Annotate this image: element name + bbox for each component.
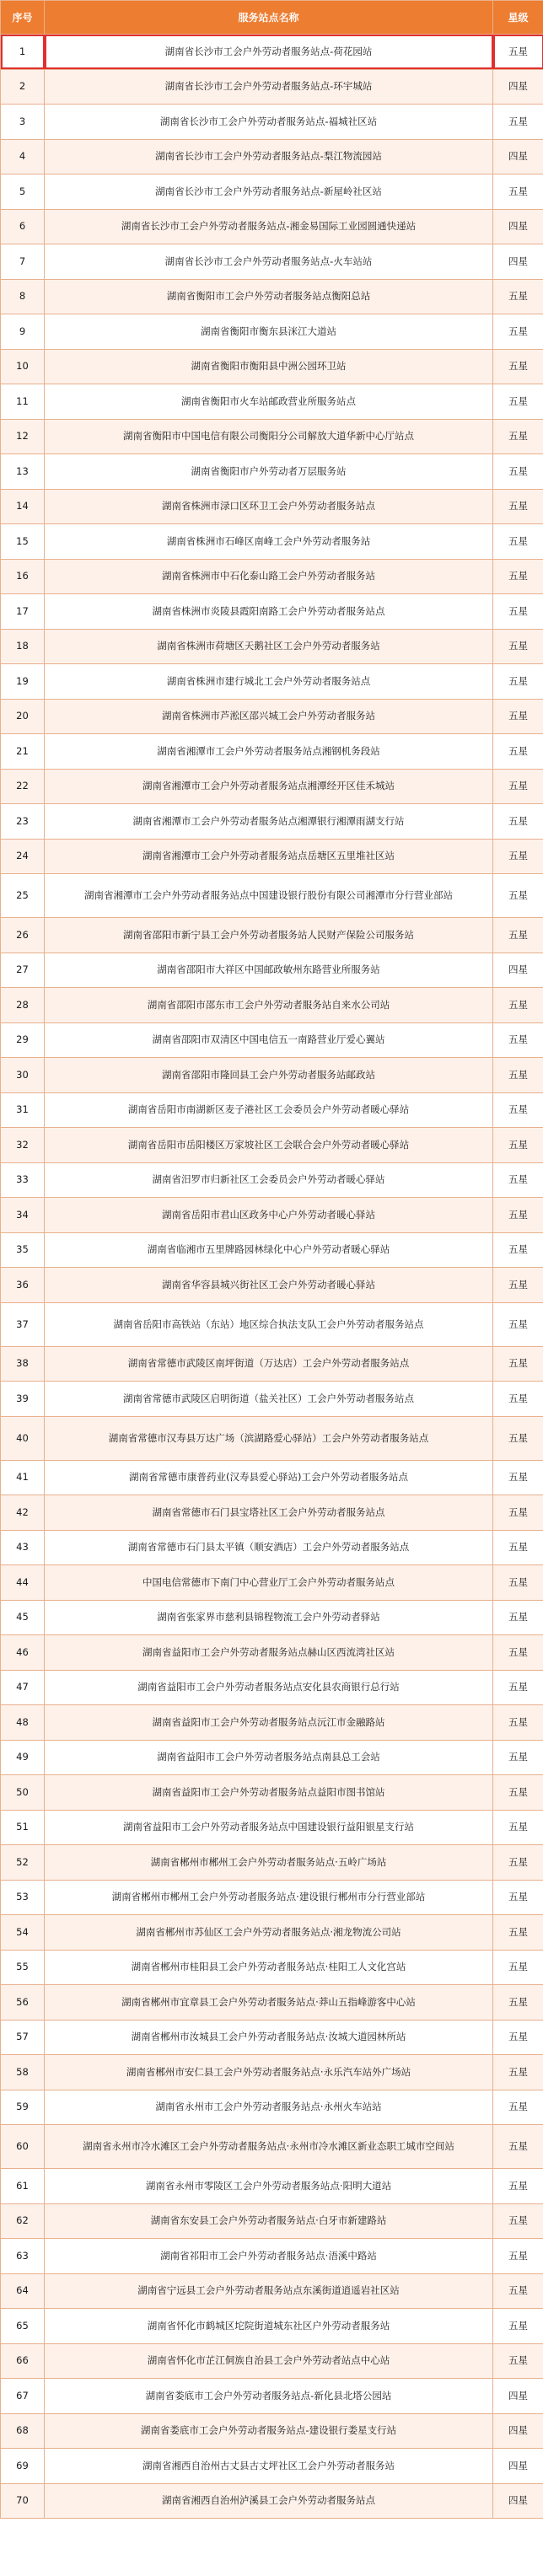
- star-rank: 五星: [493, 874, 543, 918]
- star-rank: 五星: [493, 1416, 543, 1460]
- row-number: 53: [1, 1880, 45, 1915]
- star-rank: 五星: [493, 734, 543, 770]
- station-name: 湖南省株洲市芦淞区邵兴城工会户外劳动者服务站: [45, 699, 493, 734]
- star-rank: 四星: [493, 2483, 543, 2519]
- station-name: 湖南省汨罗市归新社区工会委员会户外劳动者暖心驿站: [45, 1162, 493, 1198]
- table-row: [1, 2090, 543, 2125]
- station-name: 湖南省郴州市郴州工会户外劳动者服务站点·建设银行郴州市分行营业部站: [45, 1880, 493, 1915]
- table-row: [1, 1635, 543, 1671]
- station-name: 湖南省长沙市工会户外劳动者服务站点-福城社区站: [45, 105, 493, 140]
- star-rank: 五星: [493, 1530, 543, 1565]
- station-name: 湖南省益阳市工会户外劳动者服务站点中国建设银行益阳银星支行站: [45, 1810, 493, 1845]
- station-name: 湖南省湘潭市工会户外劳动者服务站点湘潭经开区佳禾城站: [45, 769, 493, 804]
- star-rank: 五星: [493, 664, 543, 700]
- star-rank: 五星: [493, 1810, 543, 1845]
- table-row: [1, 1232, 543, 1268]
- row-number: 8: [1, 279, 45, 314]
- row-number: 55: [1, 1950, 45, 1985]
- star-rank: 五星: [493, 349, 543, 384]
- table-row: [1, 2273, 543, 2309]
- star-rank: 五星: [493, 2203, 543, 2239]
- station-name: 湖南省湘潭市工会户外劳动者服务站点湘潭银行湘潭雨湖支行站: [45, 804, 493, 840]
- star-rank: 四星: [493, 209, 543, 244]
- station-name: 湖南省华容县城兴街社区工会户外劳动者暖心驿站: [45, 1268, 493, 1303]
- table-row: [1, 1302, 543, 1346]
- row-number: 68: [1, 2413, 45, 2449]
- star-rank: 五星: [493, 1670, 543, 1705]
- table-row: [1, 2379, 543, 2414]
- table-row: [1, 1530, 543, 1565]
- station-name: 湖南省临湘市五里牌路园林绿化中心户外劳动者暖心驿站: [45, 1232, 493, 1268]
- table-row: [1, 2483, 543, 2519]
- station-name: 湖南省邵阳市新宁县工会户外劳动者服务站人民财产保险公司服务站: [45, 918, 493, 953]
- station-name: 湖南省衡阳市中国电信有限公司衡阳分公司解放大道华新中心厅站点: [45, 419, 493, 454]
- station-name: 湖南省湘潭市工会户外劳动者服务站点岳塘区五里堆社区站: [45, 839, 493, 874]
- row-number: 6: [1, 209, 45, 244]
- star-rank: 五星: [493, 988, 543, 1023]
- station-name: 湖南省长沙市工会户外劳动者服务站点-新屋岭社区站: [45, 174, 493, 210]
- station-name: 中国电信常德市下南门中心营业厅工会户外劳动者服务站点: [45, 1565, 493, 1601]
- station-name: 湖南省长沙市工会户外劳动者服务站点-环宇城站: [45, 69, 493, 105]
- row-number: 21: [1, 734, 45, 770]
- table-row: [1, 1092, 543, 1128]
- star-rank: 五星: [493, 1775, 543, 1811]
- star-rank: 五星: [493, 1058, 543, 1093]
- row-number: 11: [1, 384, 45, 420]
- star-rank: 五星: [493, 1302, 543, 1346]
- table-row: [1, 1600, 543, 1635]
- star-rank: 四星: [493, 953, 543, 988]
- table-row: [1, 1565, 543, 1601]
- table-row: [1, 839, 543, 874]
- row-number: 54: [1, 1915, 45, 1951]
- row-number: 35: [1, 1232, 45, 1268]
- table-row: [1, 1845, 543, 1881]
- row-number: 10: [1, 349, 45, 384]
- table-row: [1, 279, 543, 314]
- row-number: 23: [1, 804, 45, 840]
- station-name: 湖南省益阳市工会户外劳动者服务站点赫山区西流湾社区站: [45, 1635, 493, 1671]
- table-row: [1, 1022, 543, 1058]
- row-number: 28: [1, 988, 45, 1023]
- star-rank: 五星: [493, 2090, 543, 2125]
- star-rank: 五星: [493, 1346, 543, 1382]
- station-name: 湖南省东安县工会户外劳动者服务站点·白牙市新建路站: [45, 2203, 493, 2239]
- station-name: 湖南省永州市零陵区工会户外劳动者服务站点·阳明大道站: [45, 2169, 493, 2204]
- station-name: 湖南省湘西自治州古丈县古丈坪社区工会户外劳动者服务站: [45, 2449, 493, 2484]
- table-row: [1, 1880, 543, 1915]
- table-row: [1, 953, 543, 988]
- station-name: 湖南省郴州市苏仙区工会户外劳动者服务站点·湘龙物流公司站: [45, 1915, 493, 1951]
- station-name: 湖南省邵阳市双清区中国电信五一南路营业厅爱心翼站: [45, 1022, 493, 1058]
- table-row: [1, 918, 543, 953]
- star-rank: 五星: [493, 314, 543, 350]
- station-name: 湖南省常德市康普药业(汉寿县爱心驿站)工会户外劳动者服务站点: [45, 1460, 493, 1495]
- row-number: 7: [1, 244, 45, 280]
- row-number: 15: [1, 524, 45, 560]
- star-rank: 五星: [493, 1232, 543, 1268]
- row-number: 59: [1, 2090, 45, 2125]
- station-name: 湖南省常德市武陵区南坪街道（万达店）工会户外劳动者服务站点: [45, 1346, 493, 1382]
- station-name: 湖南省永州市冷水滩区工会户外劳动者服务站点·永州市冷水滩区新业态职工城市空间站: [45, 2125, 493, 2169]
- table-row: [1, 349, 543, 384]
- station-name: 湖南省郴州市郴州工会户外劳动者服务站点·五岭广场站: [45, 1845, 493, 1881]
- row-number: 66: [1, 2343, 45, 2379]
- star-rank: 五星: [493, 1600, 543, 1635]
- star-rank: 五星: [493, 594, 543, 630]
- row-number: 20: [1, 699, 45, 734]
- table-row: [1, 559, 543, 594]
- table-row: [1, 524, 543, 560]
- station-name: 湖南省郴州市安仁县工会户外劳动者服务站点·永乐汽车站外广场站: [45, 2055, 493, 2090]
- table-row: [1, 419, 543, 454]
- row-number: 45: [1, 1600, 45, 1635]
- row-number: 36: [1, 1268, 45, 1303]
- table-row: [1, 2020, 543, 2055]
- row-number: 56: [1, 1985, 45, 2021]
- station-name: 湖南省株洲市炎陵县霞阳南路工会户外劳动者服务站点: [45, 594, 493, 630]
- station-name: 湖南省郴州市宜章县工会户外劳动者服务站点·莽山五指峰游客中心站: [45, 1985, 493, 2021]
- station-name: 湖南省长沙市工会户外劳动者服务站点-火车站站: [45, 244, 493, 280]
- table-row: [1, 1915, 543, 1951]
- star-rank: 五星: [493, 629, 543, 664]
- table-row: [1, 384, 543, 420]
- station-name: 湖南省永州市工会户外劳动者服务站点·永州火车站站: [45, 2090, 493, 2125]
- star-rank: 四星: [493, 2413, 543, 2449]
- table-row: [1, 2309, 543, 2344]
- star-rank: 五星: [493, 2020, 543, 2055]
- row-number: 25: [1, 874, 45, 918]
- station-name: 湖南省张家界市慈利县锦程物流工会户外劳动者驿站: [45, 1600, 493, 1635]
- table-row: [1, 804, 543, 840]
- star-rank: 五星: [493, 1092, 543, 1128]
- table-row: [1, 489, 543, 524]
- row-number: 30: [1, 1058, 45, 1093]
- station-name: 湖南省益阳市工会户外劳动者服务站点益阳市图书馆站: [45, 1775, 493, 1811]
- star-rank: 五星: [493, 1162, 543, 1198]
- station-name: 湖南省益阳市工会户外劳动者服务站点沅江市金融路站: [45, 1705, 493, 1741]
- table-row: [1, 2125, 543, 2169]
- row-number: 67: [1, 2379, 45, 2414]
- row-number: 46: [1, 1635, 45, 1671]
- row-number: 49: [1, 1740, 45, 1775]
- row-number: 14: [1, 489, 45, 524]
- row-number: 37: [1, 1302, 45, 1346]
- row-number: 12: [1, 419, 45, 454]
- station-name: 湖南省衡阳市衡东县洣江大道站: [45, 314, 493, 350]
- station-name: 湖南省长沙市工会户外劳动者服务站点-湘金易国际工业园圆通快递站: [45, 209, 493, 244]
- star-rank: 四星: [493, 2449, 543, 2484]
- table-row: [1, 1460, 543, 1495]
- table-row: [1, 1705, 543, 1741]
- table-row: [1, 594, 543, 630]
- star-rank: 五星: [493, 2343, 543, 2379]
- star-rank: 四星: [493, 244, 543, 280]
- table-row: [1, 1162, 543, 1198]
- table-row: [1, 1950, 543, 1985]
- row-number: 64: [1, 2273, 45, 2309]
- station-name: 湖南省怀化市鹤城区坨院街道城东社区户外劳动者服务站: [45, 2309, 493, 2344]
- station-name: 湖南省祁阳市工会户外劳动者服务站点·浯溪中路站: [45, 2239, 493, 2274]
- table-row: [1, 454, 543, 490]
- star-rank: 五星: [493, 1128, 543, 1163]
- station-name: 湖南省邵阳市隆回县工会户外劳动者服务站邮政站: [45, 1058, 493, 1093]
- row-number: 22: [1, 769, 45, 804]
- table-row: [1, 988, 543, 1023]
- header-row: [1, 1, 543, 35]
- row-number: 62: [1, 2203, 45, 2239]
- row-number: 38: [1, 1346, 45, 1382]
- table-header: [1, 1, 543, 35]
- header-name: 服务站点名称: [45, 1, 493, 35]
- table-row: [1, 1775, 543, 1811]
- row-number: 61: [1, 2169, 45, 2204]
- row-number: 42: [1, 1495, 45, 1531]
- table-row: [1, 209, 543, 244]
- table-row: [1, 2169, 543, 2204]
- station-name: 湖南省娄底市工会户外劳动者服务站点-建设银行娄星支行站: [45, 2413, 493, 2449]
- station-name: 湖南省湘西自治州泸溪县工会户外劳动者服务站点: [45, 2483, 493, 2519]
- row-number: 60: [1, 2125, 45, 2169]
- row-number: 40: [1, 1416, 45, 1460]
- table-row: [1, 139, 543, 174]
- star-rank: 五星: [493, 1460, 543, 1495]
- table-row: [1, 2203, 543, 2239]
- star-rank: 五星: [493, 699, 543, 734]
- table-row: [1, 2239, 543, 2274]
- star-rank: 五星: [493, 1565, 543, 1601]
- row-number: 43: [1, 1530, 45, 1565]
- row-number: 5: [1, 174, 45, 210]
- table-row: [1, 1198, 543, 1233]
- row-number: 29: [1, 1022, 45, 1058]
- row-number: 24: [1, 839, 45, 874]
- row-number: 48: [1, 1705, 45, 1741]
- table-row: [1, 69, 543, 105]
- table-row: [1, 1670, 543, 1705]
- table-row: [1, 2413, 543, 2449]
- star-rank: 五星: [493, 1495, 543, 1531]
- station-name: 湖南省衡阳市户外劳动者万层服务站: [45, 454, 493, 490]
- star-rank: 五星: [493, 1880, 543, 1915]
- table-row: [1, 1058, 543, 1093]
- star-rank: 五星: [493, 2125, 543, 2169]
- row-number: 69: [1, 2449, 45, 2484]
- table-row: [1, 1416, 543, 1460]
- table-row: [1, 2449, 543, 2484]
- station-name: 湖南省株洲市中石化泰山路工会户外劳动者服务站: [45, 559, 493, 594]
- star-rank: 五星: [493, 1950, 543, 1985]
- header-rank: 星级: [493, 1, 543, 35]
- row-number: 26: [1, 918, 45, 953]
- star-rank: 五星: [493, 1022, 543, 1058]
- row-number: 32: [1, 1128, 45, 1163]
- row-number: 17: [1, 594, 45, 630]
- row-number: 39: [1, 1382, 45, 1417]
- station-name: 湖南省益阳市工会户外劳动者服务站点安化县农商银行总行站: [45, 1670, 493, 1705]
- row-number: 16: [1, 559, 45, 594]
- star-rank: 五星: [493, 1705, 543, 1741]
- row-number: 13: [1, 454, 45, 490]
- header-no: 序号: [1, 1, 45, 35]
- table-row: [1, 1128, 543, 1163]
- star-rank: 五星: [493, 1915, 543, 1951]
- row-number: 9: [1, 314, 45, 350]
- star-rank: 五星: [493, 2273, 543, 2309]
- station-name: 湖南省邵阳市大祥区中国邮政敏州东路营业所服务站: [45, 953, 493, 988]
- station-name: 湖南省株洲市渌口区环卫工会户外劳动者服务站点: [45, 489, 493, 524]
- star-rank: 五星: [493, 105, 543, 140]
- station-name: 湖南省株洲市荷塘区天鹅社区工会户外劳动者服务站: [45, 629, 493, 664]
- station-name: 湖南省长沙市工会户外劳动者服务站点-梨江物流园站: [45, 139, 493, 174]
- table-row: [1, 2055, 543, 2090]
- station-name: 湖南省怀化市芷江侗族自治县工会户外劳动者站点中心站: [45, 2343, 493, 2379]
- star-rank: 四星: [493, 69, 543, 105]
- station-name: 湖南省长沙市工会户外劳动者服务站点-荷花园站: [45, 35, 493, 70]
- star-rank: 五星: [493, 804, 543, 840]
- star-rank: 五星: [493, 524, 543, 560]
- star-rank: 五星: [493, 918, 543, 953]
- star-rank: 五星: [493, 1198, 543, 1233]
- row-number: 70: [1, 2483, 45, 2519]
- star-rank: 五星: [493, 35, 543, 70]
- station-name: 湖南省常德市武陵区启明街道（盐关社区）工会户外劳动者服务站点: [45, 1382, 493, 1417]
- station-name: 湖南省株洲市建行城北工会户外劳动者服务站点: [45, 664, 493, 700]
- row-number: 1: [1, 35, 45, 70]
- station-name: 湖南省株洲市石峰区南峰工会户外劳动者服务站: [45, 524, 493, 560]
- table-row: [1, 1346, 543, 1382]
- row-number: 50: [1, 1775, 45, 1811]
- table-row: [1, 1495, 543, 1531]
- star-rank: 五星: [493, 174, 543, 210]
- table-row: [1, 1985, 543, 2021]
- row-number: 63: [1, 2239, 45, 2274]
- row-number: 31: [1, 1092, 45, 1128]
- station-name: 湖南省衡阳市工会户外劳动者服务站点衡阳总站: [45, 279, 493, 314]
- table-row: [1, 314, 543, 350]
- station-name: 湖南省常德市石门县太平镇（顺安酒店）工会户外劳动者服务站点: [45, 1530, 493, 1565]
- station-name: 湖南省岳阳市君山区政务中心户外劳动者暖心驿站: [45, 1198, 493, 1233]
- row-number: 3: [1, 105, 45, 140]
- star-rank: 五星: [493, 2169, 543, 2204]
- star-rank: 五星: [493, 454, 543, 490]
- table-row: [1, 629, 543, 664]
- station-name: 湖南省岳阳市岳阳楼区万家坡社区工会联合会户外劳动者暖心驿站: [45, 1128, 493, 1163]
- row-number: 27: [1, 953, 45, 988]
- table-row: [1, 2343, 543, 2379]
- star-rank: 五星: [493, 384, 543, 420]
- star-rank: 五星: [493, 489, 543, 524]
- star-rank: 五星: [493, 1845, 543, 1881]
- table-row: [1, 174, 543, 210]
- table-row: [1, 244, 543, 280]
- table-row: [1, 699, 543, 734]
- table-row: [1, 734, 543, 770]
- row-number: 58: [1, 2055, 45, 2090]
- station-name: 湖南省衡阳市衡阳县中洲公园环卫站: [45, 349, 493, 384]
- table-row: [1, 1382, 543, 1417]
- station-name: 湖南省湘潭市工会户外劳动者服务站点湘钢机务段站: [45, 734, 493, 770]
- star-rank: 五星: [493, 769, 543, 804]
- table-row: [1, 35, 543, 70]
- row-number: 52: [1, 1845, 45, 1881]
- station-name: 湖南省娄底市工会户外劳动者服务站点-新化县北塔公园站: [45, 2379, 493, 2414]
- star-rank: 五星: [493, 2055, 543, 2090]
- star-rank: 五星: [493, 1382, 543, 1417]
- row-number: 4: [1, 139, 45, 174]
- row-number: 44: [1, 1565, 45, 1601]
- table-row: [1, 769, 543, 804]
- table-row: [1, 874, 543, 918]
- table-row: [1, 105, 543, 140]
- station-name: 湖南省益阳市工会户外劳动者服务站点南县总工会站: [45, 1740, 493, 1775]
- station-name: 湖南省衡阳市火车站邮政营业所服务站点: [45, 384, 493, 420]
- row-number: 2: [1, 69, 45, 105]
- table-row: [1, 1810, 543, 1845]
- station-name: 湖南省郴州市桂阳县工会户外劳动者服务站点·桂阳工人文化宫站: [45, 1950, 493, 1985]
- row-number: 41: [1, 1460, 45, 1495]
- station-name: 湖南省湘潭市工会户外劳动者服务站点中国建设银行股份有限公司湘潭市分行营业部站: [45, 874, 493, 918]
- station-name: 湖南省郴州市汝城县工会户外劳动者服务站点·汝城大道园林所站: [45, 2020, 493, 2055]
- row-number: 51: [1, 1810, 45, 1845]
- station-name: 湖南省岳阳市南湖新区麦子港社区工会委员会户外劳动者暖心驿站: [45, 1092, 493, 1128]
- star-rank: 五星: [493, 279, 543, 314]
- star-rank: 五星: [493, 559, 543, 594]
- station-name: 湖南省常德市汉寿县万达广场（滨湖路爱心驿站）工会户外劳动者服务站点: [45, 1416, 493, 1460]
- row-number: 18: [1, 629, 45, 664]
- row-number: 33: [1, 1162, 45, 1198]
- star-rank: 五星: [493, 839, 543, 874]
- station-name: 湖南省宁远县工会户外劳动者服务站点东溪街道逍遥岩社区站: [45, 2273, 493, 2309]
- station-name: 湖南省岳阳市高铁站（东站）地区综合执法支队工会户外劳动者服务站点: [45, 1302, 493, 1346]
- row-number: 57: [1, 2020, 45, 2055]
- star-rank: 五星: [493, 1268, 543, 1303]
- star-rank: 四星: [493, 2379, 543, 2414]
- row-number: 34: [1, 1198, 45, 1233]
- row-number: 47: [1, 1670, 45, 1705]
- station-name: 湖南省常德市石门县宝塔社区工会户外劳动者服务站点: [45, 1495, 493, 1531]
- table-row: [1, 664, 543, 700]
- table-body: [1, 35, 543, 2519]
- star-rank: 五星: [493, 2239, 543, 2274]
- star-rank: 四星: [493, 139, 543, 174]
- star-rank: 五星: [493, 419, 543, 454]
- star-rank: 五星: [493, 1635, 543, 1671]
- row-number: 65: [1, 2309, 45, 2344]
- star-rank: 五星: [493, 1740, 543, 1775]
- star-rank: 五星: [493, 2309, 543, 2344]
- table-row: [1, 1740, 543, 1775]
- table-row: [1, 1268, 543, 1303]
- star-rank: 五星: [493, 1985, 543, 2021]
- station-name: 湖南省邵阳市邵东市工会户外劳动者服务站自来水公司站: [45, 988, 493, 1023]
- row-number: 19: [1, 664, 45, 700]
